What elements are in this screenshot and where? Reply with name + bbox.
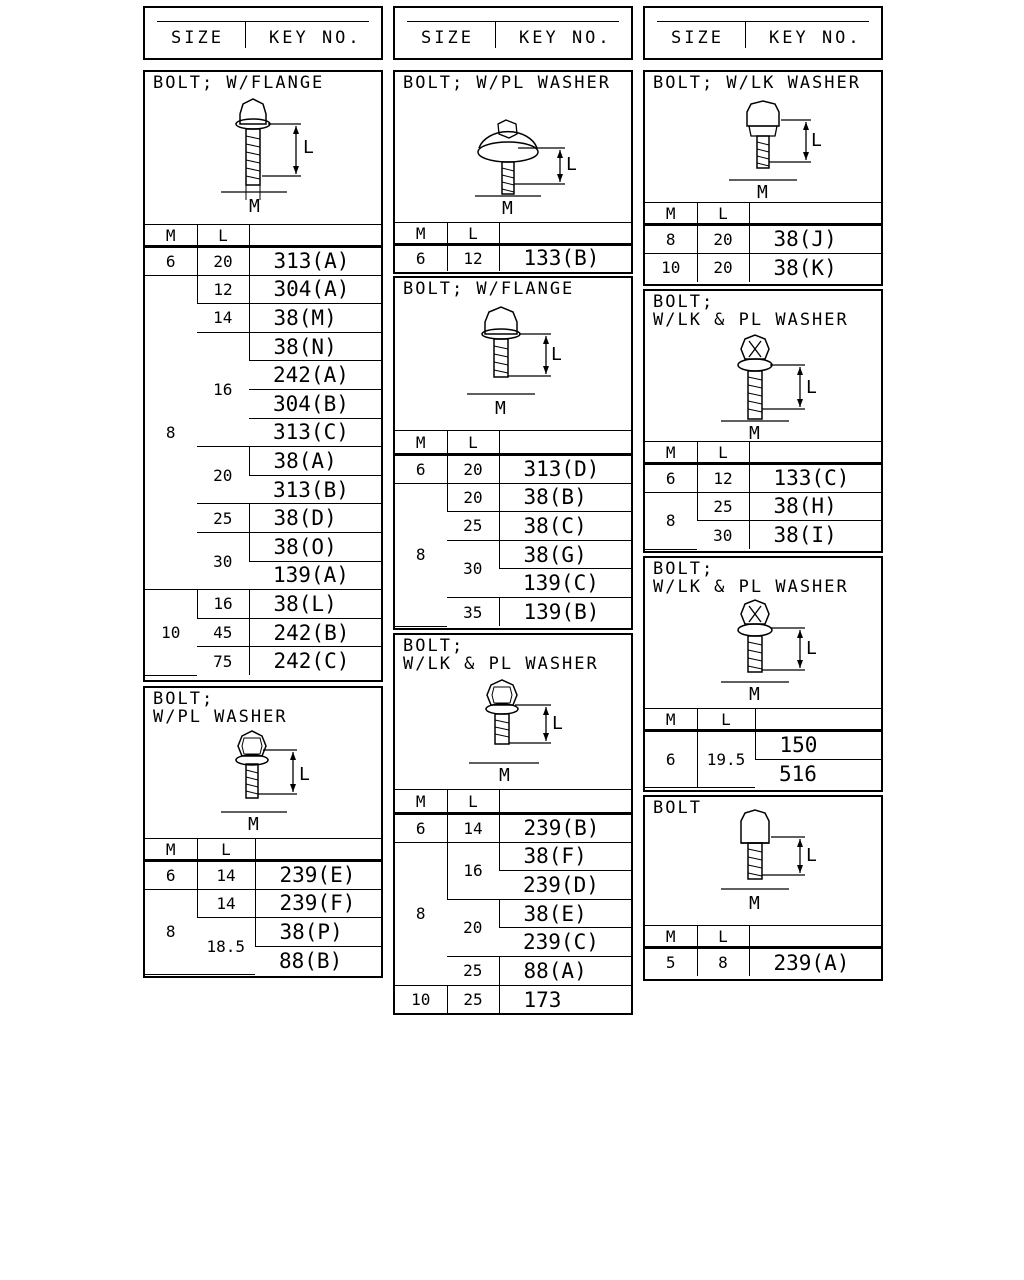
key-cell: 139(A) [249,561,381,590]
bolt-lk-pl-washer-diagram [645,558,881,708]
panel-title: BOLT; W/LK & PL WASHER [653,559,849,597]
l-cell: 12 [447,245,499,271]
key-no-label: KEY NO. [769,28,862,48]
key-cell: 150 [755,731,881,760]
m-header: M [395,223,447,245]
key-cell: 88(B) [279,948,343,973]
panel-bolt-w-lk-pl-washer [643,289,883,553]
key-no-label: KEY NO. [519,28,612,48]
m-cell: 6 [415,248,426,268]
dim-l-label: L [806,377,817,398]
spec-table [395,789,631,1014]
dim-l-label: L [299,764,310,785]
l-cell: 25 [447,512,499,541]
key-cell: 239(A) [749,948,881,977]
key-cell: 239(B) [499,814,631,843]
dim-m-label: M [249,196,260,217]
dim-m-label: M [248,814,259,835]
m-header: M [645,709,697,731]
key-cell: 304(A) [249,275,381,304]
m-cell: 8 [395,483,447,626]
size-key-header [643,6,883,60]
m-cell: 6 [645,731,697,788]
key-cell: 313(D) [499,455,631,484]
l-cell: 25 [447,985,499,1014]
key-cell: 38(J) [749,225,881,254]
size-label: SIZE [671,28,724,48]
key-cell: 239(F) [255,889,381,918]
key-cell: 38(L) [249,590,381,619]
key-cell: 242(B) [249,618,381,647]
panel-title: BOLT; W/LK & PL WASHER [403,636,599,674]
key-cell: 133(C) [749,464,881,493]
bolt-pl-washer-diagram [395,72,631,220]
key-cell: 38(D) [249,504,381,533]
panel-title: BOLT; W/PL WASHER [403,73,611,93]
panel-title: BOLT; W/FLANGE [403,279,575,299]
bolt-flange-diagram [145,72,381,222]
key-cell: 139(C) [499,569,631,598]
l-cell: 75 [213,651,233,671]
m-cell: 8 [145,275,197,590]
bolt-lk-pl-washer-diagram [645,291,881,441]
l-cell: 30 [447,540,499,597]
l-cell: 16 [197,332,249,446]
key-cell: 38(F) [499,842,631,871]
key-cell: 239(C) [499,928,631,957]
panel-bolt-w-lk-pl-washer [393,633,633,1015]
key-cell: 313(C) [249,418,381,447]
dim-m-label: M [757,182,768,203]
dim-l-label: L [806,845,817,866]
l-header: L [197,839,255,861]
m-cell: 6 [395,814,447,843]
dim-m-label: M [749,423,760,441]
l-header: L [447,223,499,245]
l-cell: 14 [197,861,255,890]
l-cell: 19.5 [697,731,755,788]
key-cell: 313(B) [249,475,381,504]
m-header: M [395,790,447,814]
l-cell: 12 [197,275,249,304]
key-cell: 38(P) [255,918,381,947]
spec-table [395,222,631,271]
size-key-header [393,6,633,60]
dim-l-label: L [811,130,822,151]
m-cell: 8 [145,889,197,975]
m-header: M [395,431,447,455]
l-cell: 20 [697,225,749,254]
l-header: L [447,790,499,814]
l-cell: 8 [697,948,749,977]
m-header: M [645,203,697,225]
l-cell: 16 [197,590,249,619]
panel-bolt-w-flange [393,276,633,630]
key-cell: 88(A) [499,956,631,985]
m-cell: 6 [145,247,197,276]
key-cell: 313(A) [249,247,381,276]
key-cell: 38(M) [249,304,381,333]
l-header: L [697,442,749,464]
key-cell: 239(E) [255,861,381,890]
m-header: M [145,839,197,861]
bolt-pl-washer-diagram [145,688,381,838]
spec-table [145,838,381,975]
key-cell: 38(E) [499,899,631,928]
l-cell: 14 [197,889,255,918]
m-cell: 8 [395,842,447,985]
bolt-lk-pl-washer-diagram [395,635,631,785]
l-cell: 30 [197,532,249,589]
key-cell: 38(G) [499,540,631,569]
dim-l-label: L [552,713,563,734]
m-cell: 6 [395,455,447,484]
bolt-flange-diagram [395,278,631,428]
panel-title: BOLT; W/LK WASHER [653,73,861,93]
dim-l-label: L [806,638,817,659]
l-cell: 25 [697,492,749,521]
dim-m-label: M [495,398,506,419]
panel-title: BOLT; W/LK & PL WASHER [653,292,849,330]
key-cell: 38(A) [249,447,381,476]
panel-bolt-w-lk-pl-washer-2 [643,556,883,792]
m-cell: 10 [145,590,197,676]
l-header: L [697,203,749,225]
key-cell: 38(B) [499,483,631,512]
size-label: SIZE [421,28,474,48]
dim-l-label: L [551,344,562,365]
key-cell: 38(H) [749,492,881,521]
m-header: M [145,225,197,247]
l-cell: 45 [197,618,249,647]
panel-bolt-w-flange [143,70,383,682]
l-cell: 30 [713,525,733,545]
panel-title: BOLT; W/PL WASHER [153,689,288,727]
l-cell: 20 [697,253,749,282]
l-cell: 18.5 [197,918,255,975]
dim-m-label: M [749,684,760,705]
m-cell: 10 [411,990,431,1010]
l-cell: 35 [463,602,483,622]
panel-bolt-w-pl-washer [393,70,633,274]
spec-table [645,708,881,788]
l-cell: 25 [447,956,499,985]
panel-bolt-w-pl-washer [143,686,383,978]
l-cell: 14 [197,304,249,333]
spec-table [645,441,881,550]
m-cell: 8 [645,225,697,254]
spec-table [145,224,381,676]
m-header: M [645,926,697,948]
dim-l-label: L [566,154,577,175]
key-cell: 242(A) [249,361,381,390]
l-cell: 25 [197,504,249,533]
m-cell: 8 [645,492,697,549]
panel-title: BOLT; W/FLANGE [153,73,325,93]
key-cell: 516 [779,761,817,786]
spec-table [645,202,881,282]
key-cell: 38(C) [499,512,631,541]
l-cell: 20 [197,447,249,504]
m-cell: 5 [665,953,676,973]
dim-l-label: L [303,137,314,158]
dim-m-label: M [502,198,513,219]
dim-m-label: M [749,893,760,914]
l-cell: 20 [447,483,499,512]
key-cell: 133(B) [499,245,631,271]
panel-bolt [643,795,883,981]
l-cell: 20 [447,899,499,956]
key-cell: 38(I) [749,521,881,550]
size-label: SIZE [171,28,224,48]
m-cell: 10 [661,258,681,278]
l-cell: 12 [697,464,749,493]
l-header: L [697,709,755,731]
l-cell: 16 [447,842,499,899]
key-cell: 304(B) [249,389,381,418]
key-no-label: KEY NO. [269,28,362,48]
m-header: M [645,442,697,464]
m-cell: 6 [145,861,197,890]
l-cell: 14 [447,814,499,843]
spec-table [395,430,631,627]
dim-m-label: M [499,765,510,785]
l-cell: 20 [197,247,249,276]
l-header: L [197,225,249,247]
bolt-diagram [645,797,881,929]
panel-bolt-w-lk-washer [643,70,883,286]
spec-table [645,925,881,976]
key-cell: 38(O) [249,532,381,561]
size-key-header [143,6,383,60]
l-cell: 20 [447,455,499,484]
key-cell: 242(C) [249,647,381,676]
l-header: L [447,431,499,455]
key-cell: 139(B) [499,597,631,626]
key-cell: 173 [499,985,631,1014]
m-cell: 6 [645,464,697,493]
key-cell: 38(K) [749,253,881,282]
key-cell: 239(D) [499,871,631,900]
bolt-lk-washer-diagram [645,72,881,204]
key-cell: 38(N) [249,332,381,361]
l-header: L [697,926,749,948]
panel-title: BOLT [653,798,702,818]
